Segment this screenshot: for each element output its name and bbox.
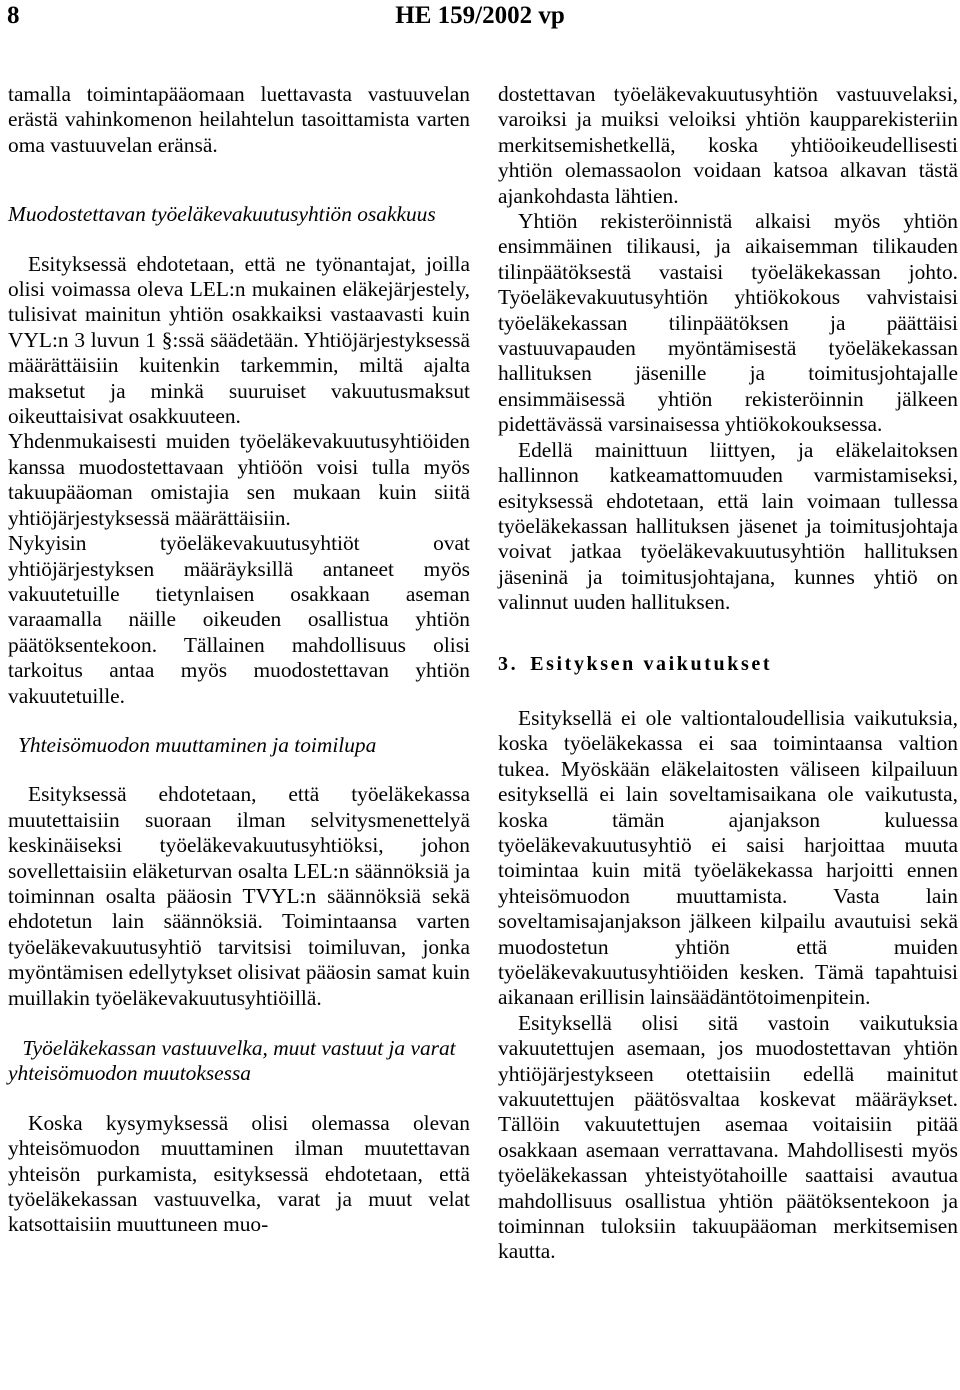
subheading: Työeläkekassan vastuuvelka, muut vastuut ja varat yhteisömuodon muutoksessa: [8, 1036, 456, 1086]
section-number: 3.: [498, 652, 519, 675]
document-id: HE 159/2002 vp: [395, 2, 565, 29]
paragraph: Edellä mainittuun liittyen, ja eläkelaitoksen hallinnon katkeamattomuuden varmistamiseksi, esityksessä ehdotetaan, että lain voimaan tullessa työeläkekassan hallituksen jäsenet ja toimitusjohtaja voivat jatkaa työeläkevakuutusyhtiön hallituksen jäseninä ja toimitusjohtajana, kunnes yhtiö on valinnut uuden hallituksen.: [498, 437, 958, 615]
subheading: Yhteisömuodon muuttaminen ja toimilupa: [18, 732, 377, 757]
paragraph: dostettavan työeläkevakuutusyhtiön vastuuvelaksi, varoiksi ja muiksi veloiksi yhtiön kaupparekisteriin merkitsemishetkellä, koska yhtiöoikeudellisesti yhtiön olemassaolon voidaan katsoa alkavan tästä ajankohdasta lähtien.: [498, 82, 958, 208]
section-title: Esityksen vaikutukset: [530, 652, 773, 675]
paragraph: Esityksellä ei ole valtiontaloudellisia vaikutuksia, koska työeläkekassa ei saa toimintaansa valtion tukea. Myöskään eläkelaitosten väliseen kilpailuun esityksellä ei lain soveltamisaikana ole vaikutusta, koska tämän ajanjakson kuluessa työeläkevakuutusyhtiö ei saisi harjoittaa muuta toimintaa kuin mitä työeläkekassa harjoitti ennen yhteisömuodon muuttamista. Vasta lain soveltamisajanjakson jälkeen kilpailu avautuisi sekä muodostetun yhtiön että muiden työeläkevakuutusyhtiöiden kesken. Tämä tapahtuisi aikanaan erillisin lainsäädäntötoimenpitein.: [498, 705, 958, 1010]
paragraph: Esityksessä ehdotetaan, että ne työnantajat, joilla olisi voimassa oleva LEL:n mukainen eläkejärjestely, tulisivat mainitun yhtiön osakkaiksi vastaavasti kuin VYL:n 3 luvun 1 §:ssä säädetään. Yhtiöjärjestyksessä määrättäisiin kuitenkin tarkemmin, miltä ajalta maksetut ja minkä suuruiset vakuutusmaksut oikeuttaisivat osakkuuteen.: [8, 251, 470, 429]
paragraph: Nykyisin työeläkevakuutusyhtiöt ovat yhtiöjärjestyksen määräyksillä antaneet myös vakuutetuille tietynlaisen osakkaan aseman varaamalla näille oikeuden osallistua yhtiön päätöksentekoon. Tällainen mahdollisuus olisi tarkoitus antaa myös muodostettavan yhtiön vakuutetuille.: [8, 531, 470, 708]
page-header: [0, 0, 960, 40]
subheading: Muodostettavan työeläkevakuutusyhtiön osakkuus: [8, 202, 436, 227]
right-column: [498, 82, 958, 1265]
paragraph: Yhtiön rekisteröinnistä alkaisi myös yhtiön ensimmäinen tilikausi, ja aikaisemman tilikauden tilinpäätöksestä vastaisi työeläkekassan johto. Työeläkevakuutusyhtiön yhtiökokous vahvistaisi työeläkekassan tilinpäätöksen ja päättäisi vastuuvapauden myöntämisestä työeläkekassan hallituksen jäsenille ja toimitusjohtajalle ensimmäisessä yhtiön rekisteröinnin jälkeen pidettävässä varsinaisessa yhtiökokouksessa.: [498, 209, 958, 437]
paragraph: Esityksessä ehdotetaan, että työeläkekassa muutettaisiin suoraan ilman selvitysmenettelyä keskinäiseksi työeläkevakuutusyhtiöksi, johon sovellettaisiin eläketurvan osalta LEL:n säännöksiä ja toiminnan osalta pääosin TVYL:n säännöksiä sekä ehdotetun lain säännöksiä. Toimintaansa varten työeläkevakuutusyhtiö tarvitsisi toimiluvan, jonka myöntämisen edellytykset olisivat pääosin samat kuin muillakin työeläkevakuutusyhtiöillä.: [8, 782, 470, 1010]
left-column: [8, 82, 470, 1238]
paragraph: tamalla toimintapääomaan luettavasta vastuuvelan erästä vahinkomenon heilahtelun tasoittamista varten oma vastuuvelan eränsä.: [8, 82, 470, 157]
paragraph: Esityksellä olisi sitä vastoin vaikutuksia vakuutettujen asemaan, jos muodostettavan yhtiön yhtiöjärjestykseen otettaisiin edellä mainitut vakuutettujen päätösvaltaa koskevat määräykset. Tällöin vakuutettujen asemaa voitaisiin pitää osakkaan asemaan verrattavana. Mahdollisesti myös työeläkekassan yhteistyötahoille saattaisi avautua mahdollisuus osallistua yhtiön päätöksentekoon ja toiminnan tuloksiin takuupääoman merkitsemisen kautta.: [498, 1010, 958, 1264]
section-heading: [498, 652, 958, 677]
page-number: 8: [7, 2, 20, 29]
paragraph: Koska kysymyksessä olisi olemassa olevan yhteisömuodon muuttaminen ilman muutettavan yhteisön purkamista, esityksessä ehdotetaan, että työeläkekassan vastuuvelka, varat ja muut velat katsottaisiin muuttuneen muo-: [8, 1110, 470, 1237]
paragraph: Yhdenmukaisesti muiden työeläkevakuutusyhtiöiden kanssa muodostettavaan yhtiöön voisi tulla myös takuupääoman omistajia sen mukaan kuin siitä yhtiöjärjestyksessä määrättäisiin.: [8, 429, 470, 530]
